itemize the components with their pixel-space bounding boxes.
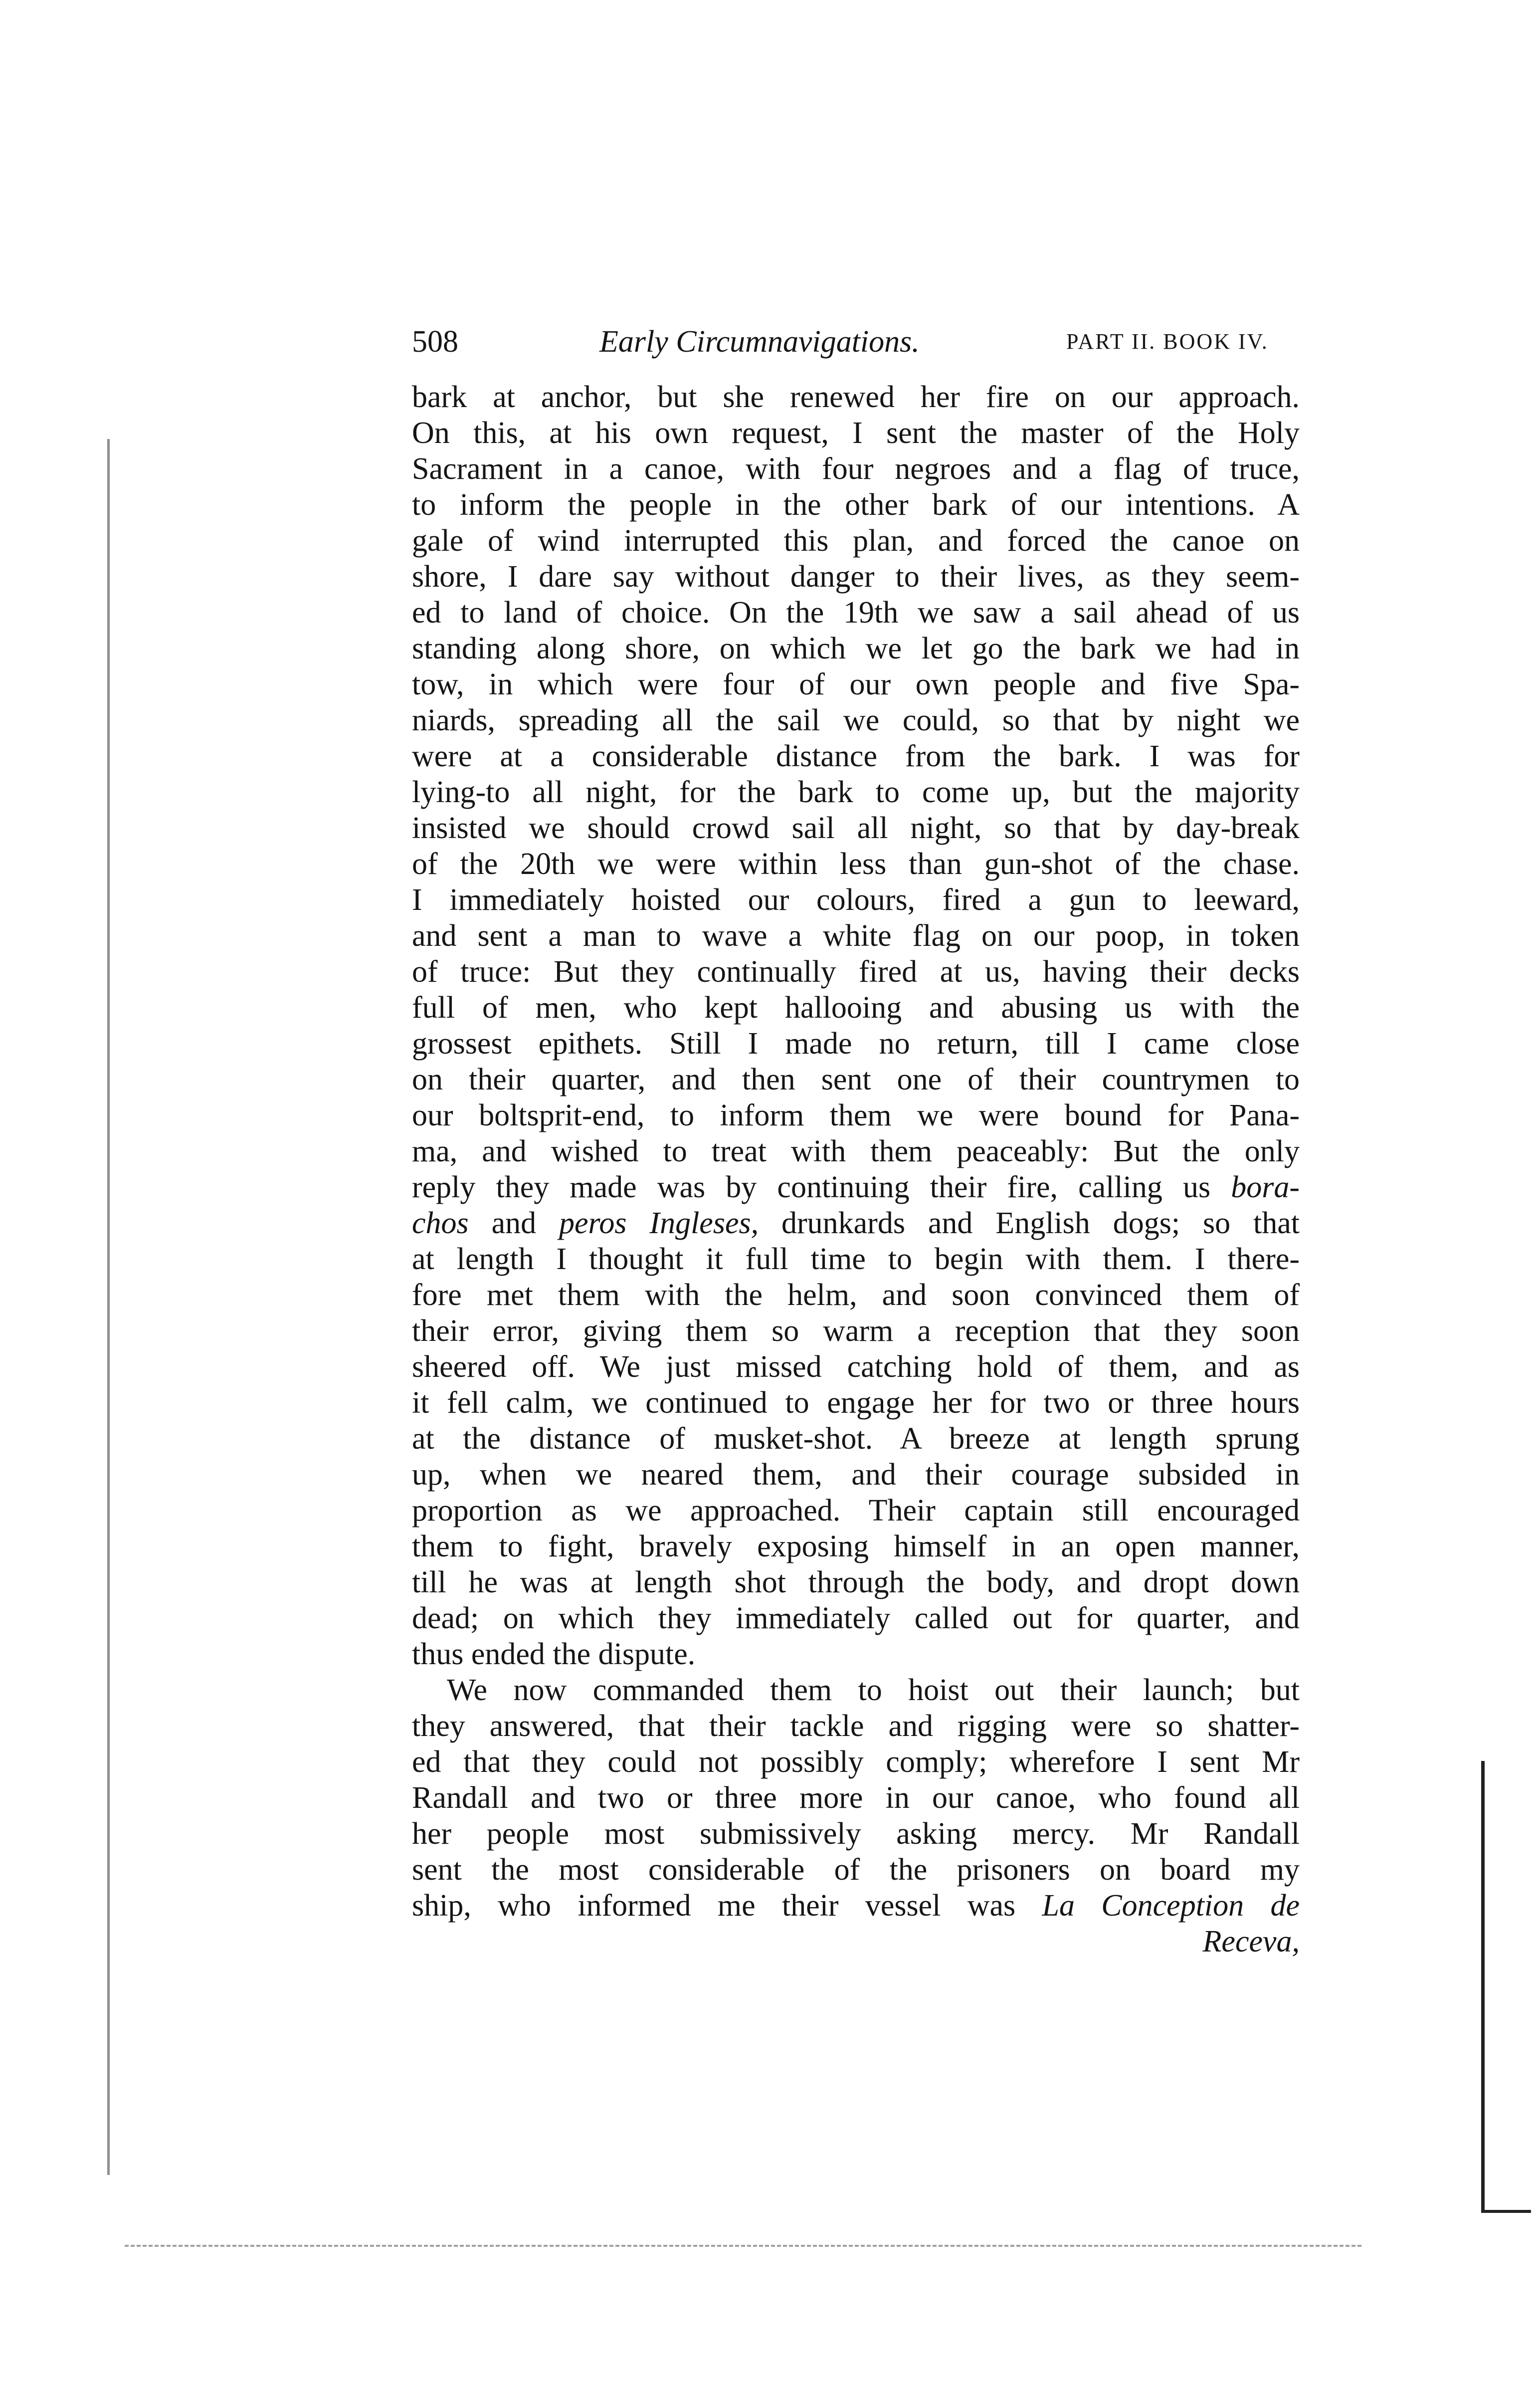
text-line: them to fight, bravely exposing himself in an open manner, — [412, 1529, 1300, 1563]
text-line: at length I thought it full time to begin with them. I there- — [412, 1242, 1300, 1276]
italic-word: chos — [412, 1206, 469, 1240]
scan-edge-left — [107, 439, 125, 2175]
text-line — [412, 1169, 1300, 1205]
body-text — [412, 379, 1300, 1959]
text-segment: and — [468, 1206, 560, 1240]
paragraph-1 — [412, 379, 1300, 1672]
text-line: tow, in which were four of our own people and five Spa- — [412, 667, 1300, 701]
text-line: their error, giving them so warm a reception that they soon — [412, 1314, 1300, 1348]
text-line: proportion as we approached. Their captain still encouraged — [412, 1494, 1300, 1527]
text-line: up, when we neared them, and their courage subsided in — [412, 1458, 1300, 1492]
italic-word: bora- — [1231, 1170, 1300, 1204]
text-line: lying-to all night, for the bark to come up, but the majority — [412, 775, 1300, 809]
text-line: ed that they could not possibly comply; wherefore I sent Mr — [412, 1745, 1300, 1779]
text-segment: reply they made was by continuing their fire, calling us — [412, 1170, 1231, 1204]
italic-phrase: peros Ingleses, — [559, 1206, 759, 1240]
text-line: her people most submissively asking mercy. Mr Randall — [412, 1817, 1300, 1851]
text-segment: ship, who informed me their vessel was — [412, 1889, 1042, 1923]
text-line: niards, spreading all the sail we could, so that by night we — [412, 703, 1300, 737]
text-line — [412, 1205, 1300, 1241]
text-line: of the 20th we were within less than gun-shot of the chase. — [412, 847, 1300, 881]
running-title: Early Circumnavigations. — [599, 325, 920, 359]
text-line: on their quarter, and then sent one of their countrymen to — [412, 1063, 1300, 1096]
text-line: I immediately hoisted our colours, fired a gun to leeward, — [412, 883, 1300, 917]
paragraph-2 — [412, 1672, 1300, 1959]
ship-name: La Conception de — [1042, 1889, 1300, 1923]
text-line: full of men, who kept hallooing and abusing us with the — [412, 991, 1300, 1025]
text-line: ma, and wished to treat with them peaceably: But the only — [412, 1134, 1300, 1168]
text-line: they answered, that their tackle and rigging were so shatter- — [412, 1709, 1300, 1743]
page-number: 508 — [412, 325, 458, 359]
scan-edge-bottom — [125, 2245, 1361, 2247]
text-line: it fell calm, we continued to engage her for two or three hours — [412, 1386, 1300, 1420]
text-line: were at a considerable distance from the bark. I was for — [412, 739, 1300, 773]
text-line: shore, I dare say without danger to their lives, as they seem- — [412, 560, 1300, 594]
text-line: Randall and two or three more in our canoe, who found all — [412, 1781, 1300, 1815]
text-line: We now commanded them to hoist out their launch; but — [447, 1673, 1300, 1707]
text-segment: drunkards and English dogs; so that — [759, 1206, 1300, 1240]
text-line: ed to land of choice. On the 19th we saw a sail ahead of us — [412, 596, 1300, 630]
text-line: and sent a man to wave a white flag on our poop, in token — [412, 919, 1300, 953]
text-line: standing along shore, on which we let go the bark we had in — [412, 632, 1300, 665]
text-line: our boltsprit-end, to inform them we were bound for Pana- — [412, 1098, 1300, 1132]
text-line: insisted we should crowd sail all night, so that by day-break — [412, 811, 1300, 845]
text-line: thus ended the dispute. — [412, 1637, 696, 1671]
scan-edge-right — [1481, 1761, 1485, 2210]
text-line: at the distance of musket-shot. A breeze at length sprung — [412, 1422, 1300, 1456]
text-line: On this, at his own request, I sent the master of the Holy — [412, 416, 1300, 450]
section-label: PART II. BOOK IV. — [1066, 329, 1269, 354]
text-line: sheered off. We just missed catching hold of them, and as — [412, 1350, 1300, 1384]
text-line — [412, 1888, 1300, 1924]
text-line: Sacrament in a canoe, with four negroes and a flag of truce, — [412, 452, 1300, 486]
text-line: grossest epithets. Still I made no return, till I came close — [412, 1027, 1300, 1061]
text-line: to inform the people in the other bark of our intentions. A — [412, 488, 1300, 522]
running-header — [412, 319, 1310, 364]
text-line: till he was at length shot through the body, and dropt down — [412, 1565, 1300, 1599]
scan-edge-right-tick — [1481, 2210, 1531, 2213]
text-line: bark at anchor, but she renewed her fire on our approach. — [412, 380, 1300, 414]
text-line: fore met them with the helm, and soon convinced them of — [412, 1278, 1300, 1312]
catchword: Receva, — [1202, 1925, 1300, 1958]
text-line: sent the most considerable of the prisoners on board my — [412, 1853, 1300, 1887]
text-line: of truce: But they continually fired at us, having their decks — [412, 955, 1300, 989]
text-line: dead; on which they immediately called out for quarter, and — [412, 1601, 1300, 1635]
text-line: gale of wind interrupted this plan, and forced the canoe on — [412, 524, 1300, 558]
